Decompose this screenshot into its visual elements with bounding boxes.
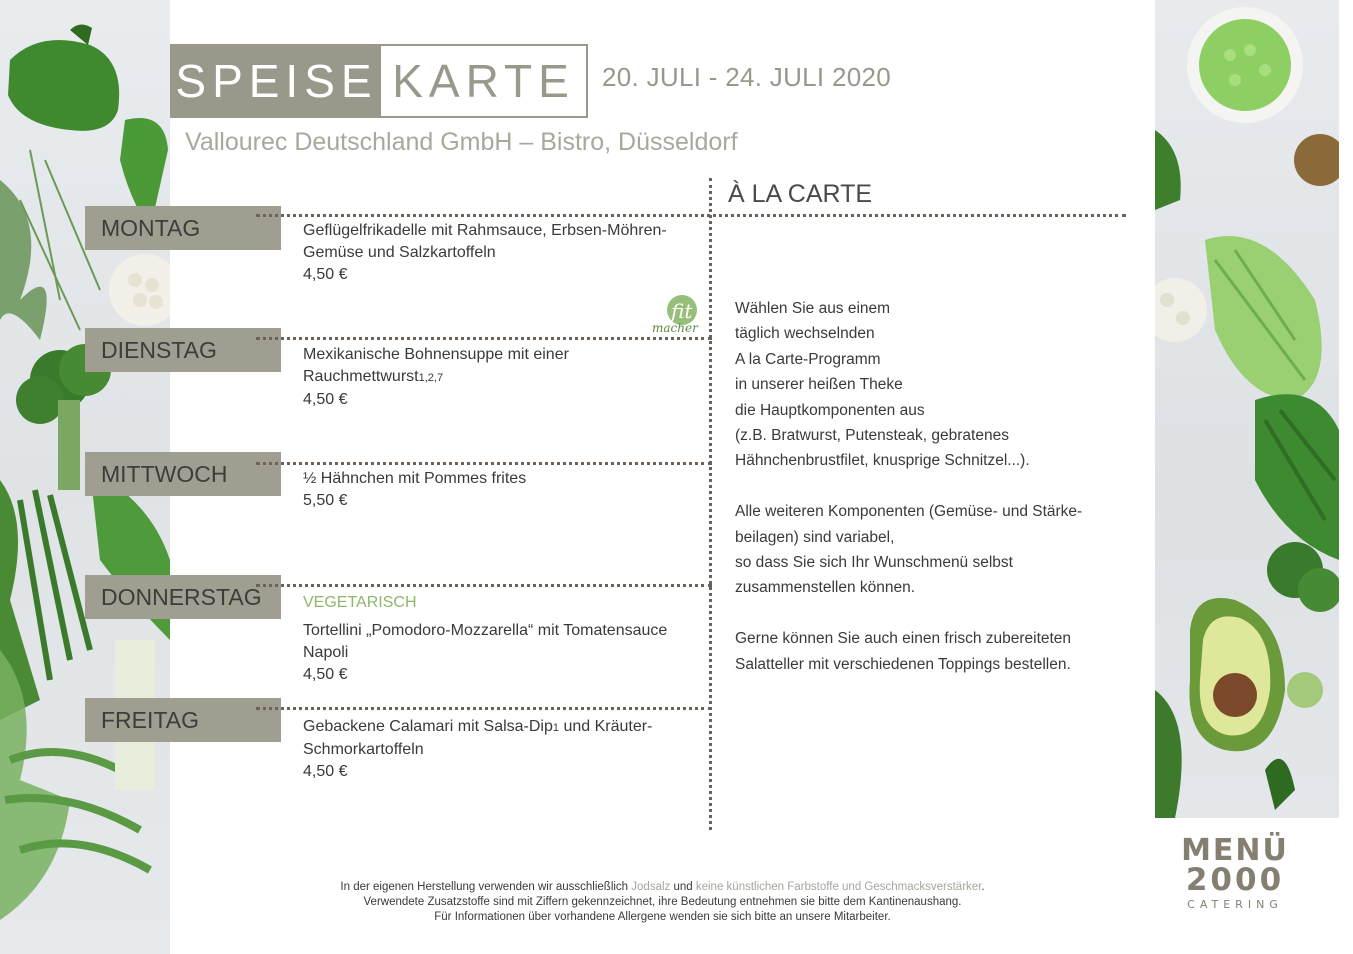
- meal-description: Mexikanische Bohnensuppe mit einer: [303, 346, 569, 363]
- day-tab-montag: MONTAG: [85, 206, 281, 250]
- dotted-rule: [256, 707, 712, 710]
- menu2000-logo: [1162, 830, 1308, 912]
- dotted-rule: [256, 584, 712, 587]
- meal-description: Napoli: [303, 644, 349, 661]
- meal-dienstag: [303, 344, 693, 411]
- alacarte-title: À LA CARTE: [728, 180, 873, 208]
- footer-line-2: Verwendete Zusatzstoffe sind mit Ziffern gekennzeichnet, ihre Bedeutung entnehmen sie bitte dem Kantinenaushang.: [363, 896, 962, 908]
- dotted-rule: [256, 337, 712, 340]
- meal-price: 4,50 €: [303, 266, 348, 283]
- meal-description: Tortellini „Pomodoro-Mozzarella“ mit Tomatensauce: [303, 622, 668, 639]
- meal-description: Gebackene Calamari mit Salsa-Dip1 und Kräuter-: [303, 718, 653, 735]
- meal-price: 4,50 €: [303, 391, 348, 408]
- footer-line-1: In der eigenen Herstellung verwenden wir ausschließlich Jodsalz und keine künstlichen Farbstoffe und Geschmacksverstärker.: [340, 881, 985, 893]
- meal-description: ½ Hähnchen mit Pommes frites: [303, 470, 527, 487]
- badge-fit-text: fit: [671, 299, 693, 323]
- logo-catering-text: CATERING: [1187, 898, 1283, 911]
- meal-price: 4,50 €: [303, 763, 348, 780]
- date-range: 20. JULI - 24. JULI 2020: [602, 62, 892, 92]
- footer-line-3: Für Informationen über vorhandene Allergene wenden sie sich bitte an unsere Mitarbeiter.: [434, 911, 891, 923]
- day-tab-freitag: FREITAG: [85, 698, 281, 742]
- menu-title: [170, 44, 588, 118]
- meal-description: Geflügelfrikadelle mit Rahmsauce, Erbsen-Möhren-: [303, 222, 667, 239]
- meal-donnerstag: [303, 592, 693, 686]
- meal-mittwoch: [303, 468, 693, 512]
- meal-description: Gemüse und Salzkartoffeln: [303, 244, 496, 261]
- column-divider: [709, 178, 712, 830]
- day-tab-dienstag: DIENSTAG: [85, 328, 281, 372]
- location-subtitle: Vallourec Deutschland GmbH – Bistro, Düsseldorf: [185, 128, 738, 156]
- footer-notes: [250, 880, 1075, 925]
- additive-numbers: 1: [552, 722, 559, 734]
- additive-numbers: 1,2,7: [418, 372, 444, 384]
- dotted-rule: [256, 462, 712, 465]
- meal-price: 4,50 €: [303, 666, 348, 683]
- meal-description: Schmorkartoffeln: [303, 741, 424, 758]
- vegetable-photo-right: [1155, 0, 1339, 818]
- fit-macher-badge-icon: [648, 292, 708, 340]
- day-tab-mittwoch: MITTWOCH: [85, 452, 281, 496]
- badge-macher-text: macher: [652, 321, 698, 335]
- meal-price: 5,50 €: [303, 492, 348, 509]
- meal-description: Rauchmettwurst1,2,7: [303, 368, 444, 385]
- alacarte-paragraph-2: Alle weiteren Komponenten (Gemüse- und Stärke- beilagen) sind variabel, so dass Sie sich Ihr Wunschmenü selbst zusammenstellen können.: [735, 503, 1083, 597]
- logo-menu-text: MENÜ: [1181, 833, 1289, 868]
- meal-montag: [303, 220, 693, 286]
- day-tab-donnerstag: DONNERSTAG: [85, 575, 281, 619]
- logo-2000-text: 2000: [1185, 862, 1285, 898]
- title-speise: SPEISE: [172, 46, 381, 116]
- dotted-rule: [256, 214, 1126, 217]
- alacarte-paragraph-1: Wählen Sie aus einem täglich wechselnden A la Carte-Programm in unserer heißen Theke die Hauptkomponenten aus (z.B. Bratwurst, Putensteak, gebratenes Hähnchenbrustfilet, knusprige Schnitzel...).: [735, 300, 1030, 470]
- vegetarian-label: VEGETARISCH: [303, 594, 417, 611]
- alacarte-description: [735, 296, 1135, 677]
- meal-freitag: [303, 716, 693, 783]
- title-karte: KARTE: [392, 55, 575, 107]
- alacarte-paragraph-3: Gerne können Sie auch einen frisch zubereiteten Salatteller mit verschiedenen Toppings bestellen.: [735, 630, 1072, 673]
